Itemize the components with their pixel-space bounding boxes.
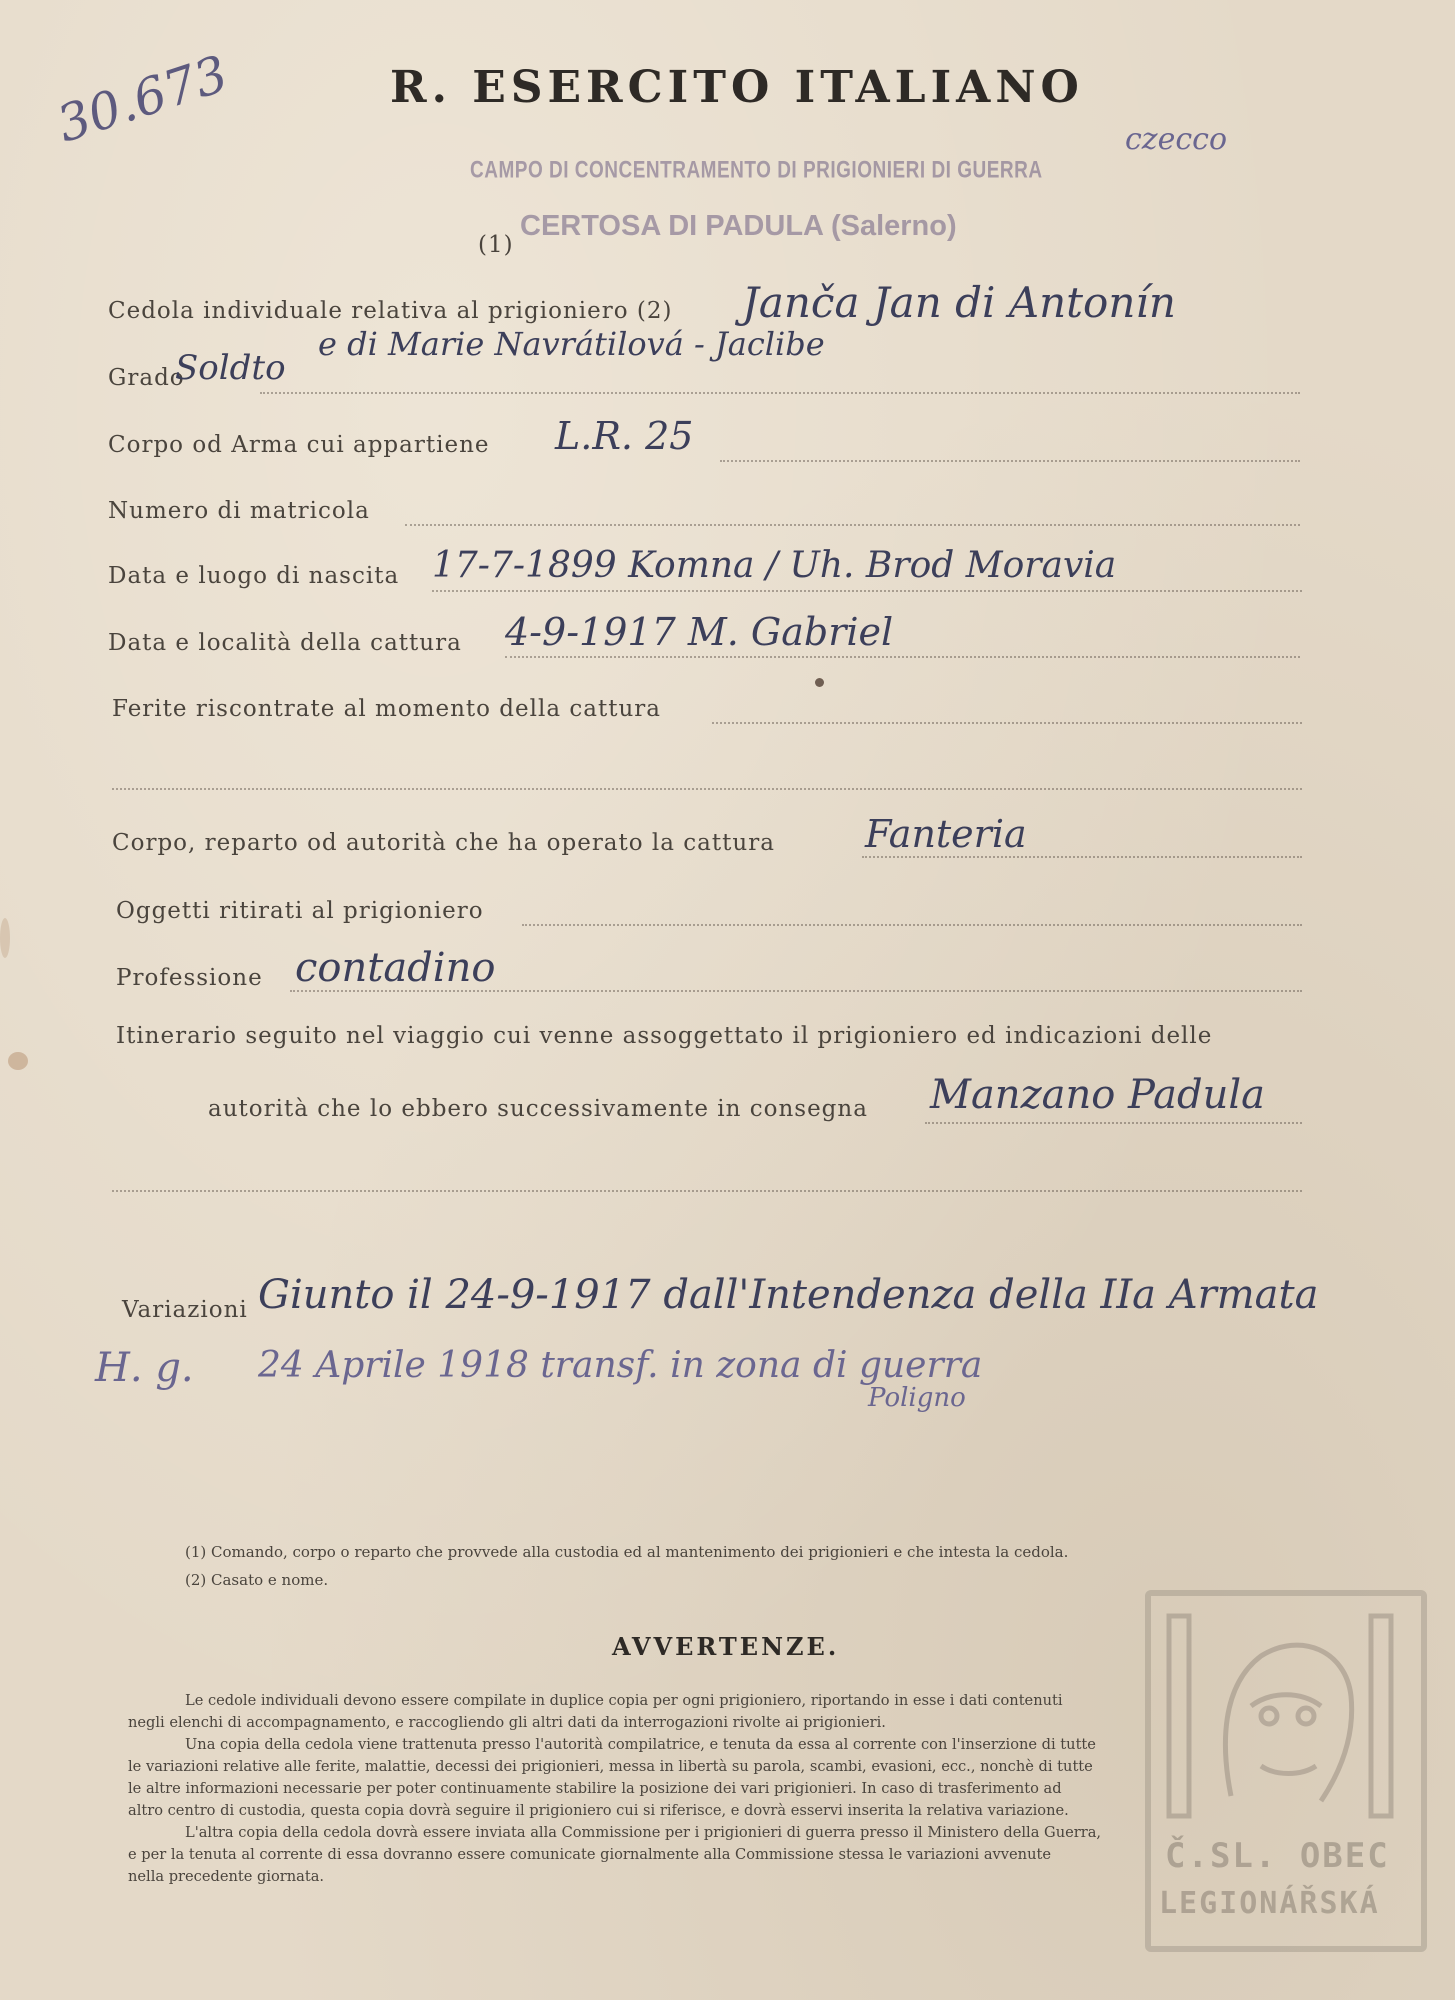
itinerario-label-1: Itinerario seguito nel viaggio cui venne assoggettato il prigioniero ed indicazioni delle: [116, 1023, 1213, 1049]
nascita-label: Data e luogo di nascita: [108, 563, 400, 589]
reference-number: 30.673: [50, 44, 235, 154]
page-title: R. ESERCITO ITALIANO: [390, 62, 1084, 113]
ferite-label: Ferite riscontrate al momento della cattura: [112, 696, 661, 722]
corpo-dotted-line: [720, 460, 1300, 462]
nascita-value: 17-7-1899 Komna / Uh. Brod Moravia: [432, 545, 1117, 586]
nascita-dotted-line: [432, 590, 1302, 592]
watermark-line1: Č.SL. OBEC: [1165, 1836, 1390, 1876]
variazioni-value-2: 24 Aprile 1918 transf. in zona di guerra: [258, 1345, 983, 1386]
itinerario-dotted-line: [925, 1122, 1302, 1124]
camp-stamp-line2: CERTOSA DI PADULA (Salerno): [520, 210, 957, 242]
legionnaire-emblem-icon: [1151, 1596, 1409, 1826]
nationality-note: czecco: [1125, 122, 1228, 157]
stain-mark: [815, 678, 824, 687]
reparto-dotted-line: [862, 856, 1302, 858]
avvertenze-line: e per la tenuta al corrente di essa dovranno essere comunicate giornalmente alla Commissione stessa le variazioni avvenute: [128, 1846, 1051, 1863]
itinerario-dotted-line-2: [112, 1190, 1302, 1192]
itinerario-label-2: autorità che lo ebbero successivamente in consegna: [208, 1096, 868, 1122]
reparto-label: Corpo, reparto od autorità che ha operato la cattura: [112, 830, 775, 856]
variazioni-label: Variazioni: [122, 1297, 248, 1323]
footnote-2: (2) Casato e nome.: [185, 1571, 329, 1589]
professione-label: Professione: [116, 965, 263, 991]
grado-value: Soldto: [175, 348, 286, 388]
watermark-line2: LEGIONÁŘSKÁ: [1159, 1886, 1380, 1921]
cattura-value: 4-9-1917 M. Gabriel: [505, 610, 894, 654]
cedola-value: Janča Jan di Antonín: [742, 278, 1176, 327]
avvertenze-line: L'altra copia della cedola dovrà essere inviata alla Commissione per i prigionieri di guerra presso il Ministero della Guerra,: [185, 1824, 1102, 1841]
variazioni-value-3: Poligno: [868, 1383, 966, 1413]
grado-dotted-line: [260, 392, 1300, 394]
parents-value: e di Marie Navrátilová - Jaclibe: [318, 325, 825, 363]
footnote-1: (1) Comando, corpo o reparto che provvede alla custodia ed al mantenimento dei prigionieri e che intesta la cedola.: [185, 1543, 1069, 1561]
avvertenze-line: Le cedole individuali devono essere compilate in duplice copia per ogni prigioniero, riportando in esse i dati contenuti: [185, 1692, 1063, 1709]
oggetti-label: Oggetti ritirati al prigioniero: [116, 898, 484, 924]
matricola-dotted-line: [405, 524, 1300, 526]
ferite-dotted-line-2: [112, 788, 1302, 790]
avvertenze-line: le altre informazioni necessarie per poter continuamente stabilire la posizione dei vari prigionieri. In caso di trasferimento ad: [128, 1780, 1062, 1797]
variazioni-value-1: Giunto il 24-9-1917 dall'Intendenza della IIa Armata: [258, 1272, 1319, 1318]
camp-stamp-line1: CAMPO DI CONCENTRAMENTO DI PRIGIONIERI DI GUERRA: [470, 157, 1043, 184]
cattura-label: Data e località della cattura: [108, 630, 462, 656]
professione-dotted-line: [290, 990, 1302, 992]
avvertenze-heading: AVVERTENZE.: [612, 1632, 840, 1661]
stain-mark: [8, 1052, 28, 1070]
avvertenze-line: le variazioni relative alle ferite, malattie, decessi dei prigionieri, messa in libertà su parola, scambi, evasioni, ecc., nonchè di tutte: [128, 1758, 1093, 1775]
cedola-label: Cedola individuale relativa al prigioniero (2): [108, 298, 673, 324]
matricola-label: Numero di matricola: [108, 498, 370, 524]
corpo-label: Corpo od Arma cui appartiene: [108, 432, 490, 458]
legion-watermark: [1145, 1590, 1427, 1952]
professione-value: contadino: [295, 945, 496, 991]
oggetti-dotted-line: [522, 924, 1302, 926]
reparto-value: Fanteria: [865, 812, 1027, 856]
avvertenze-line: Una copia della cedola viene trattenuta presso l'autorità compilatrice, e tenuta da essa al corrente con l'inserzione di tutte: [185, 1736, 1096, 1753]
variazioni-value-2-prefix: H. g.: [95, 1345, 194, 1391]
footnote-marker: (1): [478, 232, 514, 258]
itinerario-value: Manzano Padula: [930, 1072, 1266, 1118]
grado-label: Grado: [108, 365, 185, 391]
cattura-dotted-line: [505, 656, 1300, 658]
ferite-dotted-line: [712, 722, 1302, 724]
avvertenze-line: nella precedente giornata.: [128, 1868, 325, 1885]
avvertenze-line: altro centro di custodia, questa copia dovrà seguire il prigioniero cui si riferisce, e dovrà esservi inserita la relativa variazione.: [128, 1802, 1069, 1819]
avvertenze-line: negli elenchi di accompagnamento, e raccogliendo gli altri dati da interrogazioni rivolte ai prigionieri.: [128, 1714, 886, 1731]
corpo-value: L.R. 25: [555, 414, 694, 458]
stain-mark: [0, 918, 10, 958]
